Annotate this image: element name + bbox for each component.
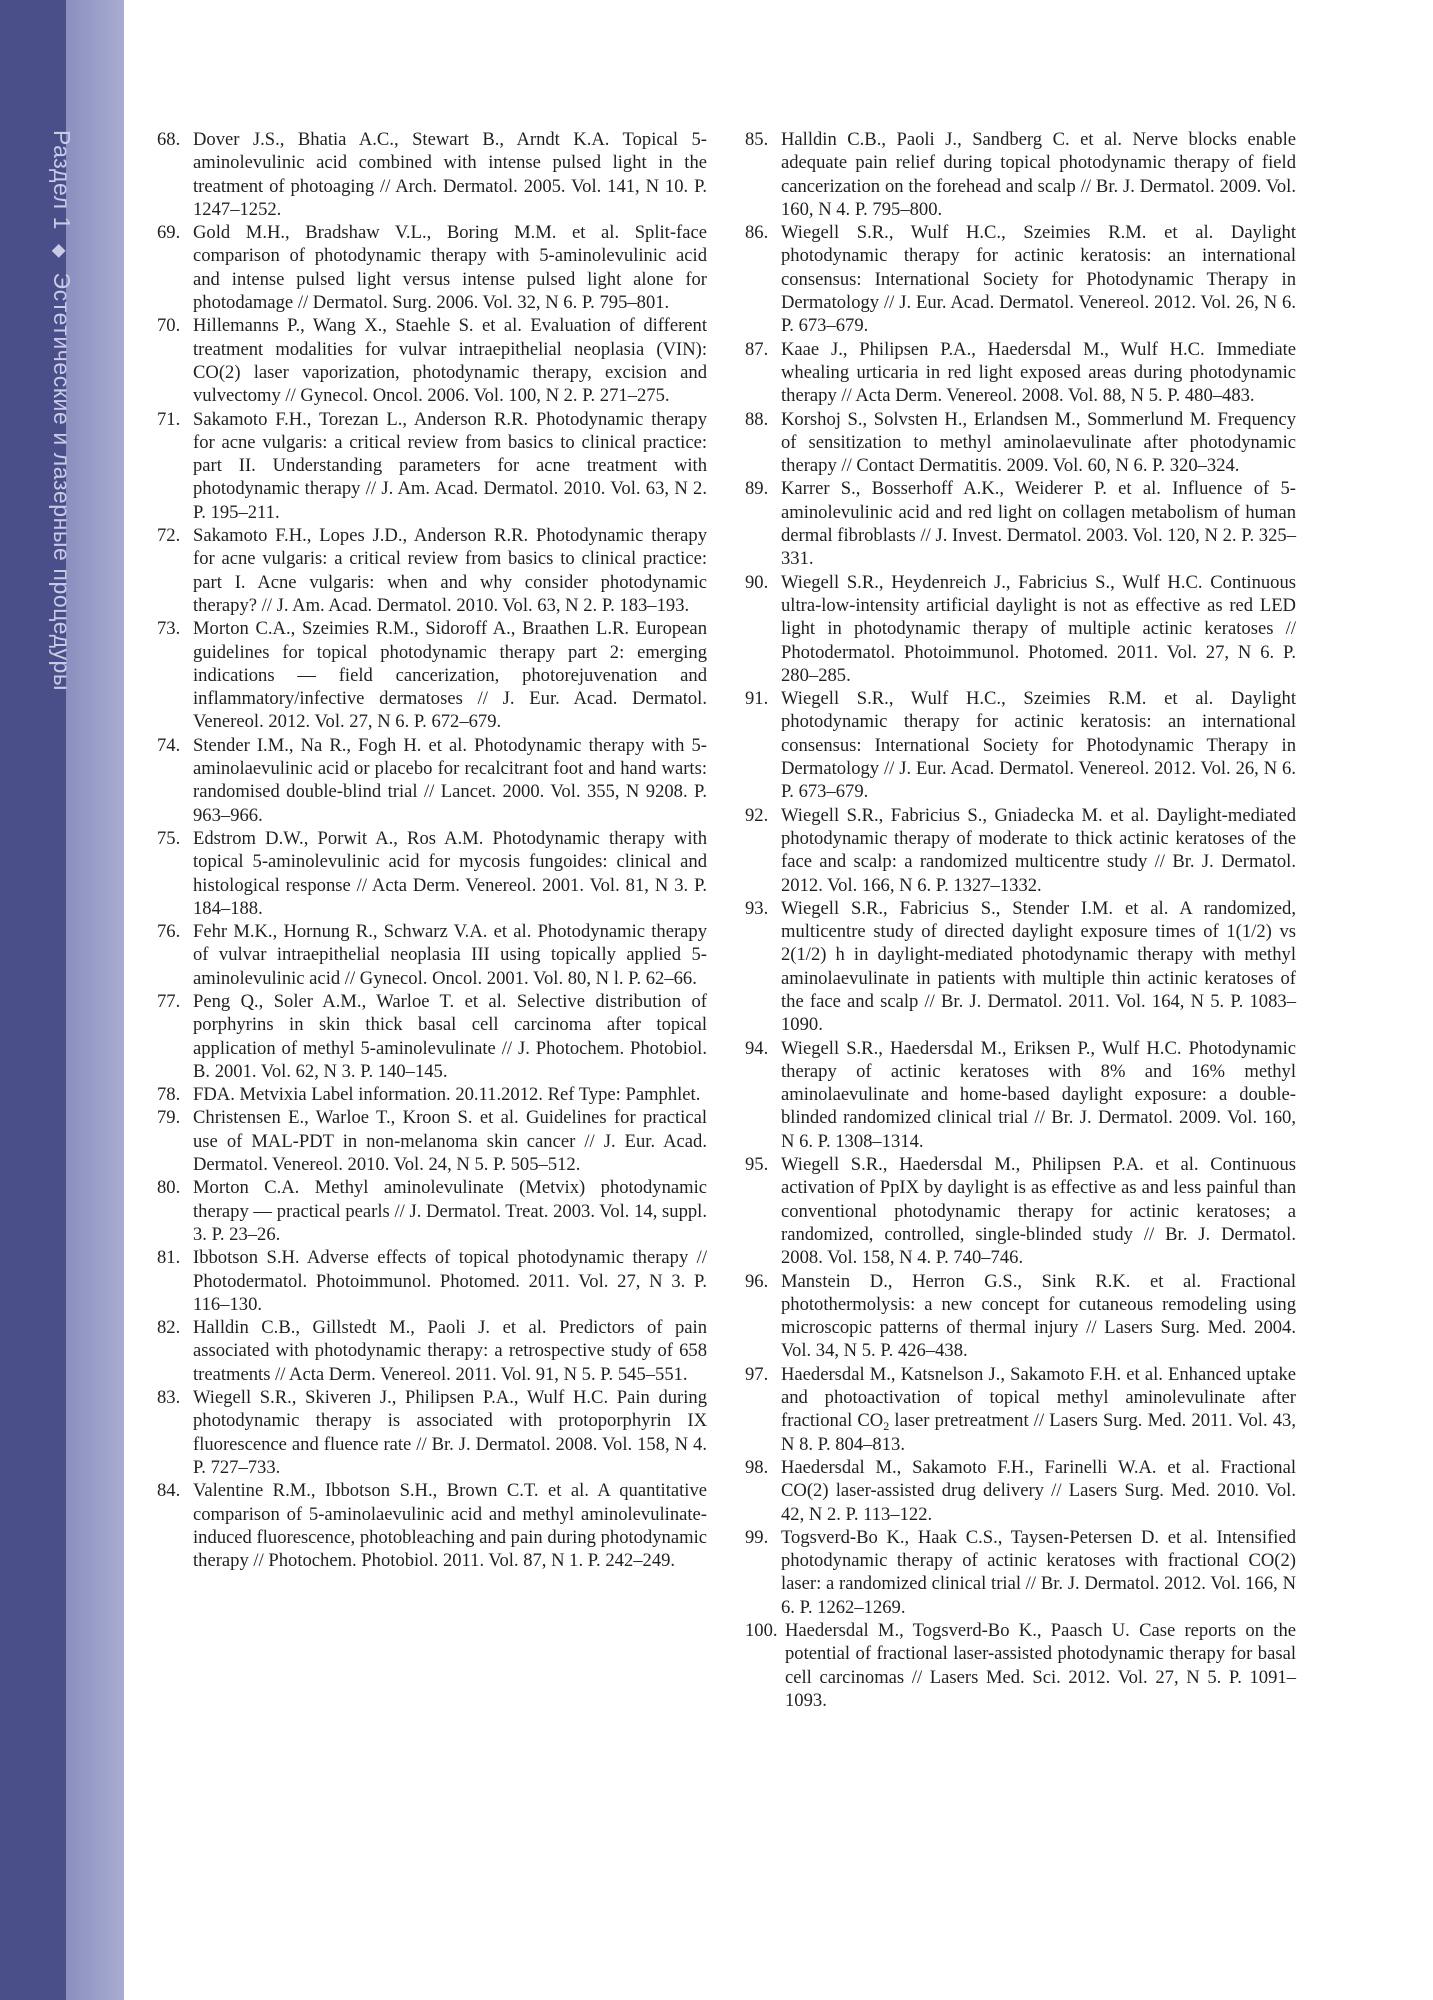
reference-text: Wiegell S.R., Heydenreich J., Fabricius S., Wulf H.C. Continuous ultra-low-intensity artificial daylight is not as effective as red LED light in photodynamic therapy of multiple actinic keratoses // Photodermatol. Photoimmunol. Photomed. 2011. Vol. 27, N 6. P. 280–285. [781,571,1296,686]
reference-item [745,804,1296,897]
references-left-column [157,128,707,1572]
reference-number: 85. [745,129,769,150]
reference-text: Fehr M.K., Hornung R., Schwarz V.A. et al. Photodynamic therapy of vulvar intraepithelial neoplasia III using topically applied 5-aminolevulinic acid // Gynecol. Oncol. 2001. Vol. 80, N l. P. 62–66. [193,921,707,989]
reference-number: 92. [745,804,769,826]
reference-item [157,1386,707,1479]
reference-item [157,314,707,407]
reference-item [745,687,1296,803]
reference-item [745,897,1296,1037]
reference-text: Togsverd-Bo K., Haak C.S., Taysen-Petersen D. et al. Intensified photodynamic therapy of actinic keratoses with fractional CO(2) laser: a randomized clinical trial // Br. J. Dermatol. 2012. Vol. 166, N 6. P. 1262–1269. [781,1526,1296,1618]
reference-number: 72. [157,525,181,547]
reference-number: 96. [745,1270,769,1292]
reference-item [745,1619,1296,1712]
reference-text: Dover J.S., Bhatia A.C., Stewart B., Arndt K.A. Topical 5-aminolevulinic acid combined with intense pulsed light in the treatment of photoaging // Arch. Dermatol. 2005. Vol. 141, N 10. P. 1247–1252. [193,129,707,220]
reference-number: 74. [157,734,181,756]
reference-item [157,1083,707,1106]
reference-text: Halldin C.B., Gillstedt M., Paoli J. et al. Predictors of pain associated with photodynamic therapy: a retrospective study of 658 treatments // Acta Derm. Venereol. 2011. Vol. 91, N 5. P. 545–551. [193,1317,707,1385]
reference-number: 86. [745,222,769,244]
reference-text: Morton C.A., Szeimies R.M., Sidoroff A., Braathen L.R. European guidelines for topical photodynamic therapy part 2: emerging indications — field cancerization, photorejuvenation and inflammatory/infective dermatoses // J. Eur. Acad. Dermatol. Venereol. 2012. Vol. 27, N 6. P. 672–679. [193,618,707,733]
reference-text: Wiegell S.R., Fabricius S., Stender I.M. et al. A randomized, multicentre study of directed daylight exposure times of 1(1/2) vs 2(1/2) h in daylight-mediated photodynamic therapy with methyl aminolaevulinate in patients with multiple thin actinic keratoses of the face and scalp // Br. J. Dermatol. 2011. Vol. 164, N 5. P. 1083–1090. [781,897,1296,1036]
reference-item [745,1037,1296,1153]
reference-text: Haedersdal M., Sakamoto F.H., Farinelli W.A. et al. Fractional CO(2) laser-assisted drug delivery // Lasers Surg. Med. 2010. Vol. 42, N 2. P. 113–122. [781,1456,1296,1525]
reference-number: 76. [157,921,181,943]
reference-number: 100. [745,1620,778,1641]
subscript: 2 [883,1419,890,1434]
reference-item [157,1246,707,1316]
reference-number: 69. [157,222,181,244]
reference-item [157,524,707,617]
reference-text: Edstrom D.W., Porwit A., Ros A.M. Photodynamic therapy with topical 5-aminolevulinic acid for mycosis fungoides: clinical and histological response // Acta Derm. Venereol. 2001. Vol. 81, N 3. P. 184–188. [193,827,707,919]
reference-number: 81. [157,1247,181,1269]
reference-item [157,990,707,1083]
reference-number: 94. [745,1037,769,1059]
reference-text: Sakamoto F.H., Lopes J.D., Anderson R.R. Photodynamic therapy for acne vulgaris: a critical review from basics to clinical practice: part I. Acne vulgaris: when and why consider photodynamic therapy? // J. Am. Acad. Dermatol. 2010. Vol. 63, N 2. P. 183–193. [193,525,707,616]
reference-text: Halldin C.B., Paoli J., Sandberg C. et al. Nerve blocks enable adequate pain relief during topical photodynamic therapy of field cancerization on the forehead and scalp // Br. J. Dermatol. 2009. Vol. 160, N 4. P. 795–800. [781,129,1296,220]
section-label: Раздел 1 [49,130,75,231]
reference-text: laser pretreatment // Lasers Surg. Med. 2011. Vol. 43, N 8. P. 804–813. [781,1410,1296,1455]
reference-item [745,408,1296,478]
sidebar-caption [0,0,75,2000]
reference-text: Wiegell S.R., Fabricius S., Gniadecka M. et al. Daylight-mediated photodynamic therapy of moderate to thick actinic keratoses of the face and scalp: a randomized multicentre study // Br. J. Dermatol. 2012. Vol. 166, N 6. P. 1327–1332. [781,804,1296,896]
reference-item [157,221,707,314]
reference-text: Hillemanns P., Wang X., Staehle S. et al. Evaluation of different treatment modalities for vulvar intraepithelial neoplasia (VIN): CO(2) laser vaporization, photodynamic therapy, excision and vulvectomy // Gynecol. Oncol. 2006. Vol. 100, N 2. P. 271–275. [193,315,707,407]
references-right-column [745,128,1296,1712]
reference-number: 78. [157,1084,181,1106]
diamond-icon: ◆ [50,244,70,259]
reference-text: FDA. Metvixia Label information. 20.11.2012. Ref Type: Pamphlet. [193,1084,701,1106]
reference-item [157,617,707,733]
reference-item [157,734,707,827]
reference-text: Peng Q., Soler A.M., Warloe T. et al. Selective distribution of porphyrins in skin thick basal cell carcinoma after topical application of methyl 5-aminolevulinate // J. Photochem. Photobiol. B. 2001. Vol. 62, N 3. P. 140–145. [193,990,707,1082]
reference-number: 83. [157,1387,181,1409]
reference-text: Morton C.A. Methyl aminolevulinate (Metvix) photodynamic therapy — practical pearls // J. Dermatol. Treat. 2003. Vol. 14, suppl. 3. P. 23–26. [193,1177,707,1245]
reference-number: 89. [745,478,769,500]
reference-number: 84. [157,1480,181,1502]
reference-text: Kaae J., Philipsen P.A., Haedersdal M., Wulf H.C. Immediate whealing urticaria in red light exposed areas during photodynamic therapy // Acta Derm. Venereol. 2008. Vol. 88, N 5. P. 480–483. [781,338,1296,407]
reference-number: 70. [157,315,181,337]
reference-number: 87. [745,338,769,360]
reference-number: 79. [157,1107,181,1129]
reference-number: 88. [745,408,769,430]
reference-item [745,128,1296,221]
reference-number: 75. [157,827,181,849]
reference-item [745,1270,1296,1363]
reference-item [157,1316,707,1386]
reference-number: 71. [157,408,181,430]
reference-item [745,571,1296,687]
reference-number: 68. [157,129,181,150]
reference-number: 73. [157,618,181,640]
reference-number: 95. [745,1154,769,1176]
reference-text: Korshoj S., Solvsten H., Erlandsen M., Sommerlund M. Frequency of sensitization to methyl aminolaevulinate after photodynamic therapy // Contact Dermatitis. 2009. Vol. 60, N 6. P. 320–324. [781,408,1296,477]
reference-text: Wiegell S.R., Wulf H.C., Szeimies R.M. et al. Daylight photodynamic therapy for actinic keratosis: an international consensus: International Society for Photodynamic Therapy in Dermatology // J. Eur. Acad. Dermatol. Venereol. 2012. Vol. 26, N 6. P. 673–679. [781,688,1296,803]
reference-number: 97. [745,1363,769,1385]
reference-text: Haedersdal M., Katsnelson J., Sakamoto F.H. et al. Enhanced uptake and photoactivation of topical methyl aminolevulinate after fractional CO [781,1363,1296,1432]
reference-item [745,1153,1296,1269]
reference-text: Karrer S., Bosserhoff A.K., Weiderer P. et al. Influence of 5-aminolevulinic acid and red light on collagen metabolism of human dermal fibroblasts // J. Invest. Dermatol. 2003. Vol. 120, N 2. P. 325–331. [781,478,1296,570]
reference-item [157,1106,707,1176]
reference-text: Valentine R.M., Ibbotson S.H., Brown C.T. et al. A quantitative comparison of 5-aminolaevulinic acid and methyl aminolevulinate-induced fluorescence, photobleaching and pain during photodynamic therapy // Photochem. Photobiol. 2011. Vol. 87, N 1. P. 242–249. [193,1480,707,1572]
reference-text: Manstein D., Herron G.S., Sink R.K. et al. Fractional photothermolysis: a new concept for cutaneous remodeling using microscopic patterns of thermal injury // Lasers Surg. Med. 2004. Vol. 34, N 5. P. 426–438. [781,1270,1296,1362]
reference-text: Sakamoto F.H., Torezan L., Anderson R.R. Photodynamic therapy for acne vulgaris: a critical review from basics to clinical practice: part II. Understanding parameters for acne treatment with photodynamic therapy // J. Am. Acad. Dermatol. 2010. Vol. 63, N 2. P. 195–211. [193,408,707,523]
reference-item [745,477,1296,570]
reference-item [745,338,1296,408]
reference-item [157,827,707,920]
reference-number: 90. [745,571,769,593]
reference-text: Wiegell S.R., Wulf H.C., Szeimies R.M. et al. Daylight photodynamic therapy for actinic keratosis: an international consensus: International Society for Photodynamic Therapy in Dermatology // J. Eur. Acad. Dermatol. Venereol. 2012. Vol. 26, N 6. P. 673–679. [781,222,1296,337]
reference-number: 82. [157,1317,181,1339]
reference-item [745,221,1296,337]
reference-number: 98. [745,1456,769,1478]
reference-number: 91. [745,688,769,710]
reference-item [157,1176,707,1246]
reference-text: Wiegell S.R., Haedersdal M., Philipsen P.A. et al. Continuous activation of PpIX by daylight is as effective as and less painful than conventional photodynamic therapy for actinic keratoses; a randomized, controlled, single-blinded study // Br. J. Dermatol. 2008. Vol. 158, N 4. P. 740–746. [781,1154,1296,1269]
reference-item [745,1526,1296,1619]
reference-number: 80. [157,1177,181,1199]
reference-text: Wiegell S.R., Skiveren J., Philipsen P.A., Wulf H.C. Pain during photodynamic therapy is associated with protoporphyrin IX fluorescence and fluence rate // Br. J. Dermatol. 2008. Vol. 158, N 4. P. 727–733. [193,1387,707,1478]
reference-item [157,408,707,524]
reference-text: Ibbotson S.H. Adverse effects of topical photodynamic therapy // Photodermatol. Photoimmunol. Photomed. 2011. Vol. 27, N 3. P. 116–130. [193,1247,707,1315]
reference-text: Haedersdal M., Togsverd-Bo K., Paasch U. Case reports on the potential of fractional laser-assisted photodynamic therapy for basal cell carcinomas // Lasers Med. Sci. 2012. Vol. 27, N 5. P. 1091–1093. [785,1620,1296,1711]
chapter-title: Эстетические и лазерные процедуры [49,272,75,692]
reference-number: 77. [157,990,181,1012]
reference-item [157,128,707,221]
reference-text: Gold M.H., Bradshaw V.L., Boring M.M. et al. Split-face comparison of photodynamic therapy with 5-aminolevulinic acid and intense pulsed light versus intense pulsed light alone for photodamage // Dermatol. Surg. 2006. Vol. 32, N 6. P. 795–801. [193,222,707,314]
reference-item [157,920,707,990]
reference-item [157,1479,707,1572]
reference-text: Christensen E., Warloe T., Kroon S. et al. Guidelines for practical use of MAL-PDT in non-melanoma skin cancer // J. Eur. Acad. Dermatol. Venereol. 2010. Vol. 24, N 5. P. 505–512. [193,1107,707,1176]
reference-item [745,1363,1296,1456]
reference-number: 93. [745,897,769,919]
section-heading [48,130,75,691]
reference-item [745,1456,1296,1526]
sidebar [0,0,124,2000]
reference-number: 99. [745,1526,769,1548]
reference-text: Stender I.M., Na R., Fogh H. et al. Photodynamic therapy with 5-aminolaevulinic acid or placebo for recalcitrant foot and hand warts: randomised double-blind trial // Lancet. 2000. Vol. 355, N 9208. P. 963–966. [193,734,707,826]
reference-text: Wiegell S.R., Haedersdal M., Eriksen P., Wulf H.C. Photodynamic therapy of actinic keratoses with 8% and 16% methyl aminolaevulinate and home-based daylight exposure: a double-blinded randomized clinical trial // Br. J. Dermatol. 2009. Vol. 160, N 6. P. 1308–1314. [781,1037,1296,1152]
